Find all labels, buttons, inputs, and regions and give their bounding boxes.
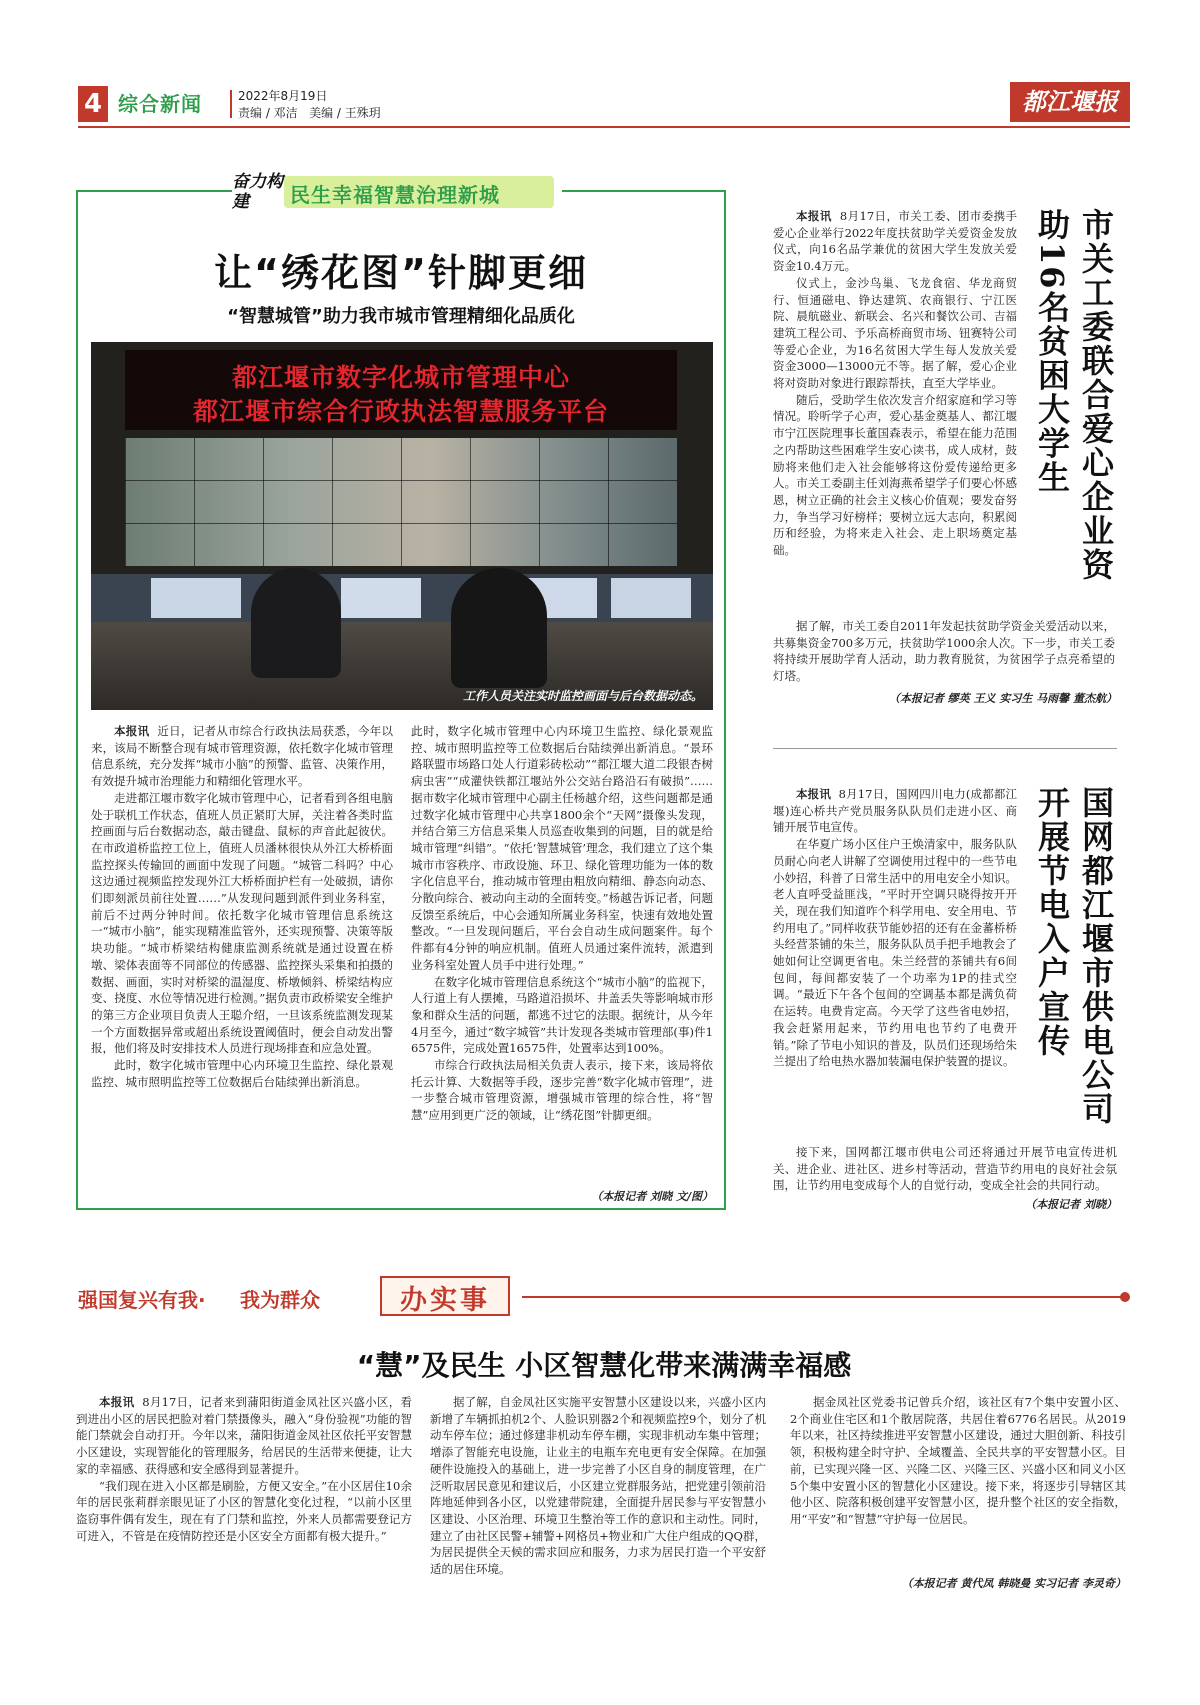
banner2-line bbox=[522, 1296, 1122, 1298]
banner2-dot bbox=[1120, 1292, 1130, 1302]
feature-lead: 本报讯 bbox=[114, 724, 150, 738]
story-c-title: “慧”及民生 小区智慧化带来满满幸福感 bbox=[356, 1349, 852, 1382]
story-c-col-2 bbox=[430, 1394, 766, 1578]
story-b-p1: 8月17日，国网四川电力(成都都江堰)连心桥共产党员服务队队员们走进小区、商铺开展节电宣传。 bbox=[773, 787, 1018, 835]
feature-title: 让“绣花图”针脚更细 bbox=[214, 251, 588, 295]
feature-p2: 走进都江堰市数字化城市管理中心，记者看到各组电脑处于联机工作状态，值班人员正紧盯大屏，关注着各类时监控画面与后台数据动态，敲击键盘、鼠标的声音此起彼伏。在市政道桥监控工位上，值班人员潘林很快从外江大桥桥面监控探头传输回的画面中发现了问题。“城管二科吗？中心这边通过视频监控发现外江大桥桥面护栏有一处破损，请你们即刻派员前往处置……”从发现问题到派件到业务科室，前后不过两分钟时间。依托数字化城市管理信息系统这一“城市小脑”，能实现精准监管外，还实现预警、决策等版块功能。“城市桥梁结构健康监测系统就是通过设置在桥墩、梁体表面等不同部位的传感器、监控探头采集和拍摄的数据、画面，实时对桥梁的温湿度、桥墩倾斜、桥梁结构应变、挠度、水位等情况进行检测。”据负责市政桥梁安全维护的第三方企业项目负责人王聪介绍，一旦该系统监测发现某一个方面数据异常或超出系统设置阈值时，便会自动发出警报，他们将及时安排技术人员进行现场排查和应急处置。 bbox=[91, 790, 393, 1056]
feature-banner bbox=[232, 168, 562, 216]
story-b-p3: 接下来，国网都江堰市供电公司还将通过开展节电宣传进机关、进企业、进社区、进乡村等活动，营造节约用电的良好社会氛围，让节约用电变成每个人的自觉行动，变成全社会的共同行动。 bbox=[773, 1145, 1117, 1193]
page-number: 4 bbox=[78, 86, 108, 122]
feature-photo bbox=[91, 342, 713, 710]
issue-date: 2022年8月19日 bbox=[238, 89, 328, 103]
header-rule bbox=[78, 126, 1130, 128]
page-header bbox=[78, 86, 1130, 124]
story-c-p3: 据了解，自金凤社区实施平安智慧小区建设以来，兴盛小区内新增了车辆抓拍机2个、人脸识别器2个和视频监控9个，划分了机动车停车位；通过修建非机动车停车棚，实现非机动车集中管理；增添了智能充电设施，让业主的电瓶车充电更有安全保障。在加强硬件设施投入的基础上，进一步完善了小区自身的制度管理，在广泛听取居民意见和建议后，小区建立党群服务站，把党建引领前沿阵地延伸到各小区，以党建带院建，全面提升居民参与平安智慧小区建设、小区治理、环境卫生整治等工作的意识和主动性。同时，建立了由社区民警+辅警+网格员+物业和广大住户组成的QQ群，为居民提供全天候的需求回应和服务，力求为居民打造一个平安舒适的居住环境。 bbox=[430, 1395, 766, 1577]
header-divider bbox=[230, 90, 232, 118]
banner2-left: 强国复兴有我· bbox=[78, 1288, 206, 1312]
feature-subtitle: “智慧城管”助力我市城市管理精细化品质化 bbox=[227, 306, 575, 327]
masthead: 都江堰报 bbox=[1010, 82, 1130, 122]
worker-2 bbox=[451, 568, 547, 688]
story-a-tail bbox=[773, 618, 1115, 685]
worker-1 bbox=[251, 568, 341, 678]
photo-caption: 工作人员关注实时监控画面与后台数据动态。 bbox=[462, 689, 703, 703]
story-c-p4: 据金凤社区党委书记曾兵介绍，该社区有7个集中安置小区、2个商业住宅区和1个散居院落，共居住着6776名居民。从2019年以来，社区持续推进平安智慧小区建设，通过大胆创新、科技引领，积极构建全时守护、全域覆盖、全民共享的平安智慧小区。目前，已实现兴隆一区、兴隆二区、兴隆三区、兴盛小区和同义小区5个集中安置小区的智慧化小区建设。接下来，将逐步引导辖区其他小区、院落积极创建平安智慧小区，提升整个社区的安全指数，用“平安”和“智慧”守护每一位居民。 bbox=[790, 1395, 1126, 1526]
story-divider bbox=[773, 748, 1117, 749]
story-a-lead: 本报讯 bbox=[796, 209, 832, 223]
story-a-body bbox=[773, 208, 1017, 559]
screen-line-1: 都江堰市数字化城市管理中心 bbox=[231, 363, 570, 392]
story-b-lead: 本报讯 bbox=[796, 787, 831, 801]
editors: 责编 / 邓洁 美编 / 王殊玥 bbox=[238, 106, 381, 120]
section-name: 综合新闻 bbox=[118, 92, 202, 116]
feature-p5: 市综合行政执法局相关负责人表示，接下来，该局将依托云计算、大数据等手段，逐步完善“数字化城市管理”，进一步整合城市管理资源，增强城市管理的综合性，将“智慧”应用到更广泛的领域，让“绣花图”针脚更细。 bbox=[411, 1058, 713, 1123]
monitor-2 bbox=[341, 578, 421, 618]
banner-prefix: 奋力构建 bbox=[232, 172, 283, 212]
story-a-title: 市关工委联合爱心企业资助16名贫困大学生 bbox=[1033, 208, 1115, 582]
banner2-right: 办实事 bbox=[400, 1285, 490, 1316]
monitor-1 bbox=[151, 578, 241, 618]
story-c-col-3 bbox=[790, 1394, 1126, 1528]
banner2-middle: 我为群众 bbox=[240, 1288, 320, 1312]
story-a-byline: （本报记者 缪英 王义 实习生 马雨馨 董杰航） bbox=[888, 692, 1117, 705]
story-b-title: 国网都江堰市供电公司开展节电入户宣传 bbox=[1033, 786, 1115, 1126]
story-c-p2: “我们现在进入小区都是刷脸，方便又安全。”在小区居住10余年的居民张莉群亲眼见证了小区的智慧化变化过程，“以前小区里盗窃事件偶有发生，现在有了门禁和监控，外来人员都需要登记方可进入，不管是在疫情防控还是小区安全方面都有极大提升。” bbox=[76, 1478, 412, 1543]
feature-col-1 bbox=[91, 723, 393, 1090]
feature-col-2 bbox=[411, 723, 713, 1124]
campaign-banner bbox=[78, 1272, 1130, 1320]
story-c-byline: （本报记者 黄代凤 韩晓曼 实习记者 李灵奇） bbox=[901, 1577, 1126, 1590]
monitor-4 bbox=[611, 578, 691, 618]
banner-text: 民生幸福智慧治理新城 bbox=[290, 183, 500, 207]
story-b-body bbox=[773, 786, 1017, 1070]
story-b-p2: 在华夏广场小区住户王焕清家中，服务队队员耐心向老人讲解了空调使用过程中的一些节电小妙招，科普了日常生活中的用电安全小知识。老人直呼受益匪浅，“平时开空调只晓得按开开关，现在我们知道咋个科学用电、安全用电、节约用电了。”同样收获节能妙招的还有在金蕃桥桥头经营茶铺的朱兰，服务队队员手把手地教会了她如何让空调更省电。朱兰经营的茶铺共有6间包间，每间都安装了一个功率为1P的挂式空调。“最近下午各个包间的空调基本都是满负荷在运转。电费肯定高。今天学了这些省电妙招，我会赶紧用起来，节约用电也节约了电费开销。”除了节电小知识的普及，队员们还现场给朱兰提出了给电热水器加装漏电保护装置的提议。 bbox=[773, 837, 1017, 1069]
story-b-byline: （本报记者 刘晓） bbox=[1025, 1198, 1117, 1211]
video-wall-grid bbox=[125, 438, 677, 566]
screen-line-2: 都江堰市综合行政执法智慧服务平台 bbox=[192, 397, 609, 426]
feature-p1: 近日，记者从市综合行政执法局获悉，今年以来，该局不断整合现有城市管理资源，依托数字化城市管理信息系统，充分发挥“城市小脑”的预警、监管、决策作用，有效提升城市治理能力和精细化管理水平。 bbox=[91, 724, 394, 789]
story-c-p1: 8月17日，记者来到蒲阳街道金凤社区兴盛小区，看到进出小区的居民把脸对着门禁摄像头，融入“身份验视”功能的智能门禁就会自动打开。今年以来，蒲阳街道金凤社区依托平安智慧小区建设，实现智能化的管理服务，给居民的生活带来便捷，让大家的幸福感、获得感和安全感得到显著提升。 bbox=[76, 1395, 412, 1476]
story-c-lead: 本报讯 bbox=[99, 1395, 135, 1409]
story-c-col-1 bbox=[76, 1394, 412, 1544]
story-a-p4: 据了解，市关工委自2011年发起扶贫助学资金关爱活动以来，共募集资金700多万元，扶贫助学1000余人次。下一步，市关工委将持续开展助学育人活动，助力教育脱贫，为贫困学子点亮希望的灯塔。 bbox=[773, 619, 1115, 684]
feature-p3a: 此时，数字化城市管理中心内环境卫生监控、绿化景观监控、城市照明监控等工位数据后台陆续弹出新消息。 bbox=[91, 1058, 393, 1089]
feature-byline: （本报记者 刘晓 文/图） bbox=[591, 1190, 713, 1203]
feature-p4: 在数字化城市管理信息系统这个“城市小脑”的监视下，人行道上有人摆摊，马路道沿损坏、井盖丢失等影响城市形象和群众生活的问题，都逃不过它的法眼。据统计，从今年4月至今，通过“数字城管”共计发现各类城市管理部(事)件16575件，完成处置16575件，处置率达到100%。 bbox=[411, 974, 713, 1056]
story-a-p3: 随后，受助学生依次发言介绍家庭和学习等情况。聆听学子心声，爱心基金奠基人、都江堰市宁江医院理事长董国森表示，希望在能力范围之内帮助这些困难学生安心读书，成人成材，鼓励将来他们走入社会能够将这份爱传递给更多人。市关工委副主任刘海燕希望学子们要心怀感恩，树立正确的社会主义核心价值观；要发奋努力，争当学习好榜样；要树立远大志向，积累阅历和经验，为将来走入社会、走上职场奠定基础。 bbox=[773, 392, 1017, 558]
feature-p3: 此时，数字化城市管理中心内环境卫生监控、绿化景观监控、城市照明监控等工位数据后台陆续弹出新消息。“景环路联盟市场路口处人行道彩砖松动”“都江堰大道二段银杏树病虫害”“成灌快铁都江堰站外公交站台路沿石有破损”……据市数字化城市管理中心副主任杨越介绍，这些问题都是通过数字化城市管理中心共享1800余个“天网”摄像头发现，并结合第三方信息采集人员巡查收集到的问题，目的就是给城市管理“纠错”。“依托‘智慧城管’理念，我们建立了这个集城市市容秩序、市政设施、环卫、绿化管理功能为一体的数字化信息平台，推动城市管理由粗放向精细、静态向动态、分散向综合、被动向主动的全面转变。”杨越告诉记者，问题反馈至系统后，中心会通知所属业务科室，快速有效地处置整改。“一旦发现问题后，平台会自动生成问题案件。每个件都有4分钟的响应机制。值班人员通过案件流转，派遣到业务科室处置人员手中进行处理。” bbox=[411, 724, 713, 972]
story-a-p1: 8月17日，市关工委、团市委携手爱心企业举行2022年度扶贫助学关爱资金发放仪式，向16名品学兼优的贫困大学生发放关爱资金10.4万元。 bbox=[773, 209, 1018, 274]
story-b-tail bbox=[773, 1144, 1117, 1194]
story-a-p2: 仪式上，金沙鸟巢、飞龙食宿、华龙商贸行、恒通磁电、铮达建筑、农商银行、宁江医院、晨航磁业、新联会、名兴和餐饮公司、吉福建筑工程公司、予乐高桥商贸市场、钮赛特公司等爱心企业，为16名贫困大学生每人发放关爱资金3000—13000元不等。据了解，爱心企业将对资助对象进行跟踪帮扶，直至大学毕业。 bbox=[773, 275, 1017, 391]
